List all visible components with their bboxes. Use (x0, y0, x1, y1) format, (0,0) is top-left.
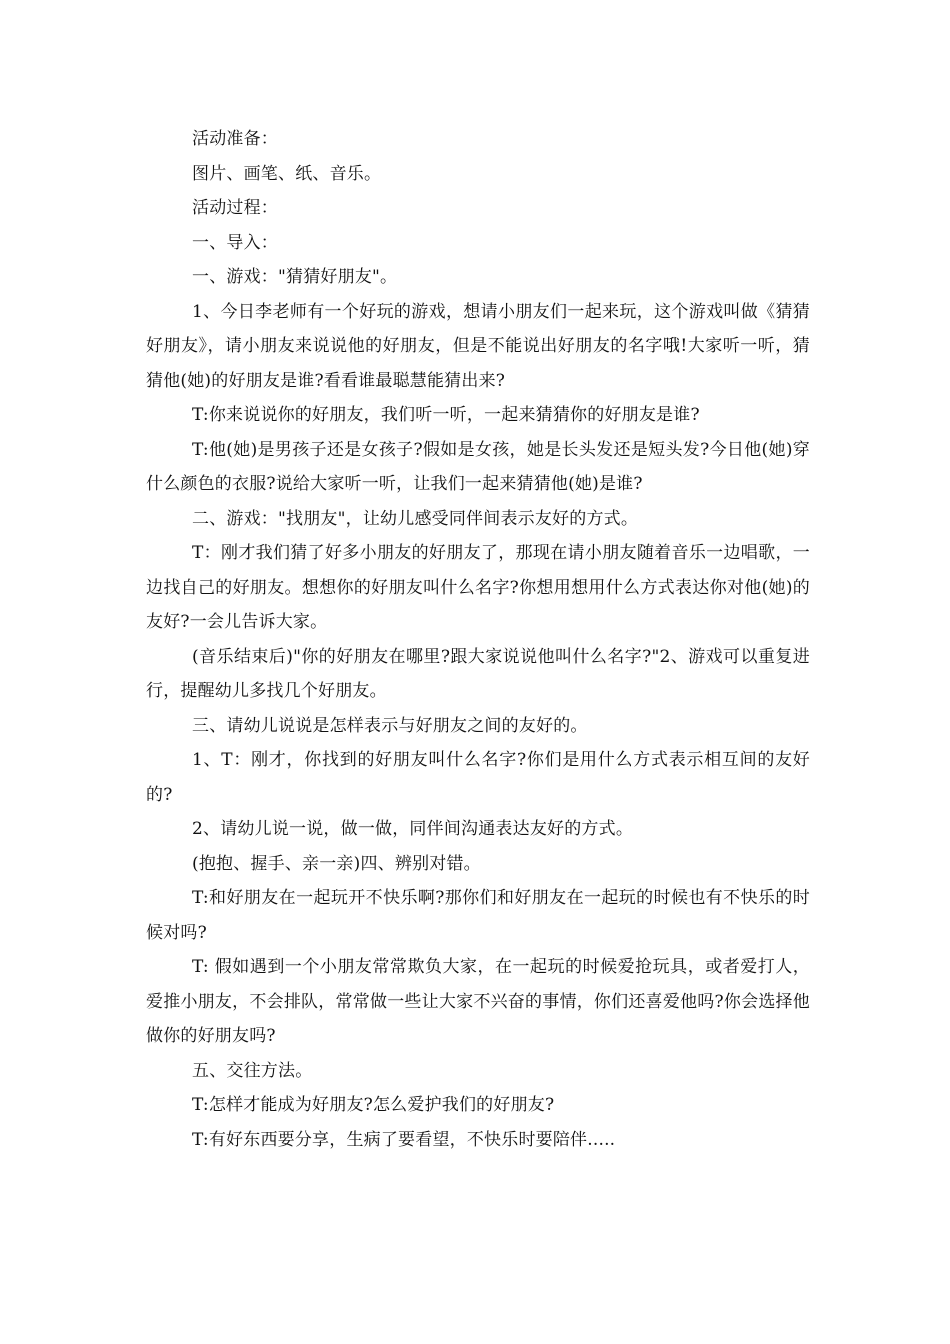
paragraph-after-music: (音乐结束后)"你的好朋友在哪里?跟大家说说他叫什么名字?"2、游戏可以重复进行，提醒幼儿多找几个好朋友。 (146, 646, 810, 701)
document-body (146, 122, 810, 1157)
paragraph-section-five: 五、交往方法。 (192, 1060, 313, 1081)
paragraph-prep-materials: 图片、画笔、纸、音乐。 (192, 163, 382, 184)
paragraph-game-find-friend: 二、游戏："找朋友"，让幼儿感受同伴间表示友好的方式。 (192, 508, 639, 529)
paragraph-intro-heading: 一、导入： (192, 232, 278, 253)
paragraph-section-three: 三、请幼儿说说是怎样表示与好朋友之间的友好的。 (192, 715, 588, 736)
paragraph-game-guess-friend: 一、游戏："猜猜好朋友"。 (192, 267, 398, 287)
paragraph-teacher-prompt-4: 1、T：刚才，你找到的好朋友叫什么名字?你们是用什么方式表示相互间的友好的? (146, 750, 810, 805)
paragraph-teacher-prompt-8: T:有好东西要分享，生病了要看望，不快乐时要陪伴..... (192, 1129, 616, 1150)
paragraph-teacher-prompt-1: T:你来说说你的好朋友，我们听一听，一起来猜猜你的好朋友是谁? (192, 405, 700, 425)
paragraph-process-heading: 活动过程： (192, 198, 278, 218)
paragraph-teacher-prompt-3: T：刚才我们猜了好多小朋友的好朋友了，那现在请小朋友随着音乐一边唱歌，一边找自己的好朋友。想想你的好朋友叫什么名字?你想用想用什么方式表达你对他(她)的友好?一会儿告诉大家。 (146, 543, 810, 632)
paragraph-prep-heading: 活动准备： (192, 129, 278, 149)
paragraph-teacher-prompt-2: T:他(她)是男孩子还是女孩子?假如是女孩，她是长头发还是短头发?今日他(她)穿什么颜色的衣服?说给大家听一听，让我们一起来猜猜他(她)是谁? (146, 439, 810, 494)
paragraph-children-practice: 2、请幼儿说一说，做一做，同伴间沟通表达友好的方式。 (192, 819, 634, 839)
paragraph-game-description: 1、今日李老师有一个好玩的游戏，想请小朋友们一起来玩，这个游戏叫做《猜猜好朋友》，请小朋友来说说他的好朋友，但是不能说出好朋友的名字哦!大家听一听，猜猜他(她)的好朋友是谁?看看谁最聪慧能猜出来? (146, 301, 810, 391)
paragraph-teacher-prompt-6: T: 假如遇到一个小朋友常常欺负大家，在一起玩的时候爱抢玩具，或者爱打人，爱推小朋友，不会排队，常常做一些让大家不兴奋的事情，你们还喜爱他吗?你会选择他做你的好朋友吗? (146, 957, 810, 1046)
paragraph-hug-section-four: (抱抱、握手、亲一亲)四、辨别对错。 (192, 853, 481, 874)
paragraph-teacher-prompt-5: T:和好朋友在一起玩开不快乐啊?那你们和好朋友在一起玩的时候也有不快乐的时候对吗? (146, 888, 810, 943)
paragraph-teacher-prompt-7: T:怎样才能成为好朋友?怎么爱护我们的好朋友? (192, 1095, 555, 1115)
